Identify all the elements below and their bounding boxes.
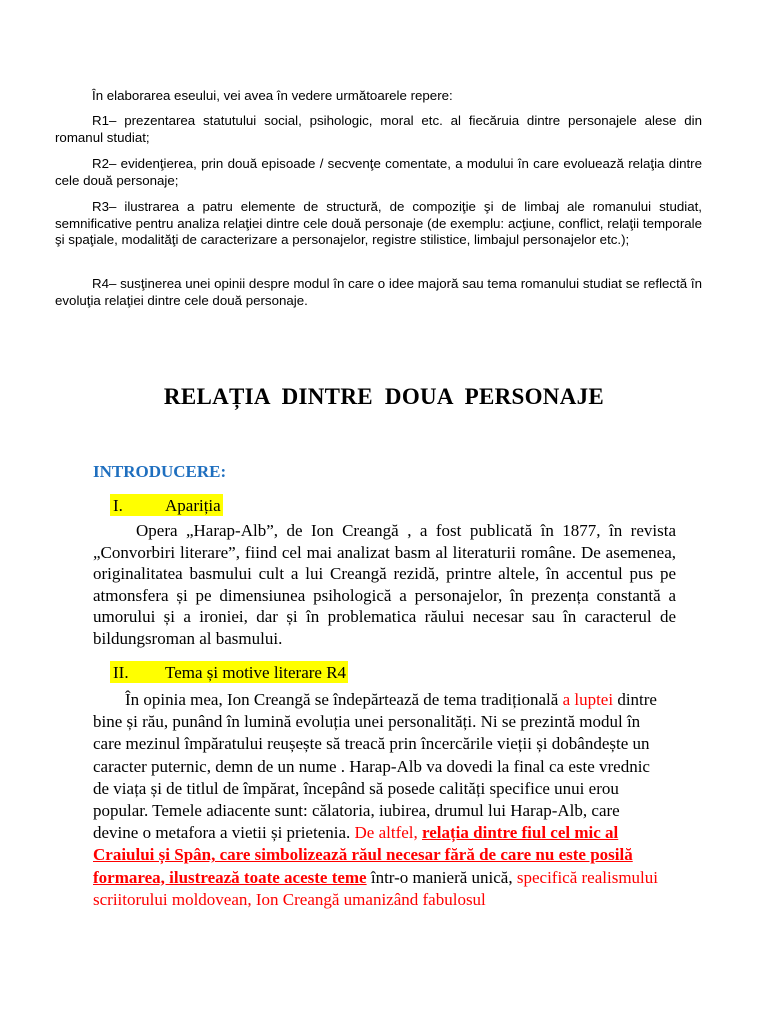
paragraph-text: În opinia mea, Ion Creangă se îndepărtează de tema tradițională xyxy=(125,690,563,709)
highlight xyxy=(110,661,348,683)
section-1-heading xyxy=(110,494,223,517)
highlight xyxy=(110,494,223,516)
section-number: II. xyxy=(113,663,129,682)
section-number: I. xyxy=(113,496,123,515)
requirement-r4: R4– susţinerea unei opinii despre modul în care o idee majoră sau tema romanului studiat se reflectă în evoluţia relaţiei dintre cele două personaje. xyxy=(55,276,702,308)
red-text: a luptei xyxy=(562,690,614,709)
paragraph-text: dintre bine și rău, punând în lumină evoluția unei personalități. Ni se prezintă modul în care mezinul împăratului reușește să treacă prin încercările vieții și dobândește un caracter puternic, demn de un nume . Harap-Alb va dovedi la final ca este vrednic de viața și de titlul de împărat, începând să posede calități specifice unui erou popular. Temele adiacente sunt: călatoria, iubirea, drumul lui Harap-Alb, care devine o metafora a vietii și prietenia. xyxy=(93,690,657,843)
page-title: RELAȚIA DINTRE DOUA PERSONAJE xyxy=(163,384,605,409)
section-2-heading xyxy=(110,661,348,684)
section-1-paragraph: Opera „Harap-Alb”, de Ion Creangă , a fost publicată în 1877, în revista „Convorbiri literare”, fiind cel mai analizat basm al literaturii române. De asemenea, originalitatea basmului cult a lui Creangă rezidă, printre altele, în accentul pus pe atmonsfera și pe dimensiunea psihologică a personajelor, în prezența constantă a umorului și a ironiei, dar și în problematica răului necesar sau în caracterul de bildungsroman al basmului. xyxy=(93,521,676,648)
section-2-paragraph xyxy=(93,689,666,911)
red-bold-underlined-text: relația dintre fiul cel mic al Craiului și Spân, care simbolizează răul necesar fără de care nu este posilă formarea, ilustrează toate aceste teme xyxy=(93,823,633,887)
requirement-r2: R2– evidenţierea, prin două episoade / secvenţe comentate, a modului în care evoluează relaţia dintre cele două personaje; xyxy=(55,156,702,188)
requirement-r1: R1– prezentarea statutului social, psihologic, moral etc. al fiecăruia dintre personajele alese din romanul studiat; xyxy=(55,113,702,145)
requirements-intro: În elaborarea eseului, vei avea în vedere următoarele repere: xyxy=(92,88,453,103)
section-title: Tema și motive literare R4 xyxy=(165,663,347,682)
paragraph-text: într-o manieră unică, xyxy=(366,867,517,887)
section-heading-introducere: INTRODUCERE: xyxy=(93,462,227,481)
red-text: De altfel, xyxy=(354,823,423,843)
section-title: Apariția xyxy=(165,496,221,515)
requirement-r3: R3– ilustrarea a patru elemente de structură, de compoziţie şi de limbaj ale romanului studiat, semnificative pentru analiza relaţiei dintre cele două personaje (de exemplu: acţiune, conflict, relaţii temporale şi spaţiale, modalităţi de caracterizare a personajelor, registre stilistice, limbajul personajelor etc.); xyxy=(55,199,702,247)
red-text: specifică realismului scriitorului moldovean, Ion Creangă umanizând fabulosul xyxy=(93,867,658,909)
